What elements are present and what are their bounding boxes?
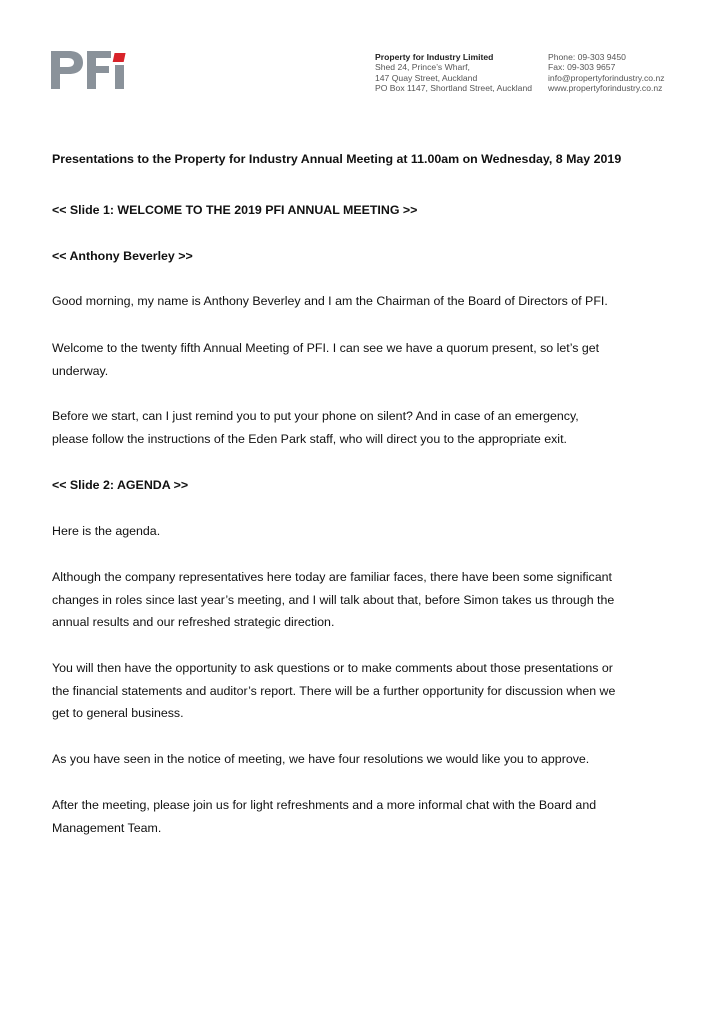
paragraph-line: the financial statements and auditor’s report. There will be a further opportunity for discussion when we <box>52 683 616 698</box>
address-line: Shed 24, Prince’s Wharf, <box>375 62 470 73</box>
paragraph-line: After the meeting, please join us for light refreshments and a more informal chat with the Board and <box>52 798 597 812</box>
company-address-block <box>375 52 545 93</box>
slide-2-heading: << Slide 2: AGENDA >> <box>52 478 189 492</box>
paragraph: As you have seen in the notice of meeting, we have four resolutions we would like you to approve. <box>52 752 590 766</box>
paragraph-line: changes in roles since last year’s meeting, and I will talk about that, before Simon takes us through the <box>52 592 615 607</box>
website-link[interactable]: www.propertyforindustry.co.nz <box>548 82 663 93</box>
paragraph-line: Welcome to the twenty fifth Annual Meeting of PFI. I can see we have a quorum present, so let’s get <box>52 341 600 355</box>
address-line: PO Box 1147, Shortland Street, Auckland <box>375 82 533 93</box>
paragraph: Here is the agenda. <box>52 524 161 538</box>
speaker-heading: << Anthony Beverley >> <box>52 249 193 263</box>
paragraph-line: annual results and our refreshed strategic direction. <box>52 615 335 629</box>
paragraph-line: You will then have the opportunity to ask questions or to make comments about those presentations or <box>52 661 613 675</box>
logo-letter-i <box>115 65 124 89</box>
phone-line: Phone: 09-303 9450 <box>548 52 626 62</box>
paragraph-line: Although the company representatives here today are familiar faces, there have been some significant <box>52 570 612 584</box>
logo-red-accent <box>113 53 126 62</box>
pfi-logo <box>51 51 133 89</box>
slide-1-heading: << Slide 1: WELCOME TO THE 2019 PFI ANNUAL MEETING >> <box>52 203 418 217</box>
paragraph-line: please follow the instructions of the Eden Park staff, who will direct you to the appropriate exit. <box>52 431 567 446</box>
fax-line: Fax: 09-303 9657 <box>548 62 616 73</box>
document-title: Presentations to the Property for Industry Annual Meeting at 11.00am on Wednesday, 8 May 2019 <box>52 152 622 166</box>
paragraph: Good morning, my name is Anthony Beverley and I am the Chairman of the Board of Directors of PFI. <box>52 294 608 308</box>
contact-block <box>548 52 708 93</box>
paragraph-line: get to general business. <box>52 706 184 720</box>
address-line: 147 Quay Street, Auckland <box>375 72 478 83</box>
paragraph-line: underway. <box>52 363 109 378</box>
logo-letter-f <box>87 51 111 89</box>
paragraph-line: Management Team. <box>52 820 162 835</box>
logo-letter-p <box>51 51 83 89</box>
email-link[interactable]: info@propertyforindustry.co.nz <box>548 72 665 83</box>
paragraph-line: Before we start, can I just remind you to put your phone on silent? And in case of an emergency, <box>52 409 579 423</box>
company-name: Property for Industry Limited <box>375 52 494 62</box>
